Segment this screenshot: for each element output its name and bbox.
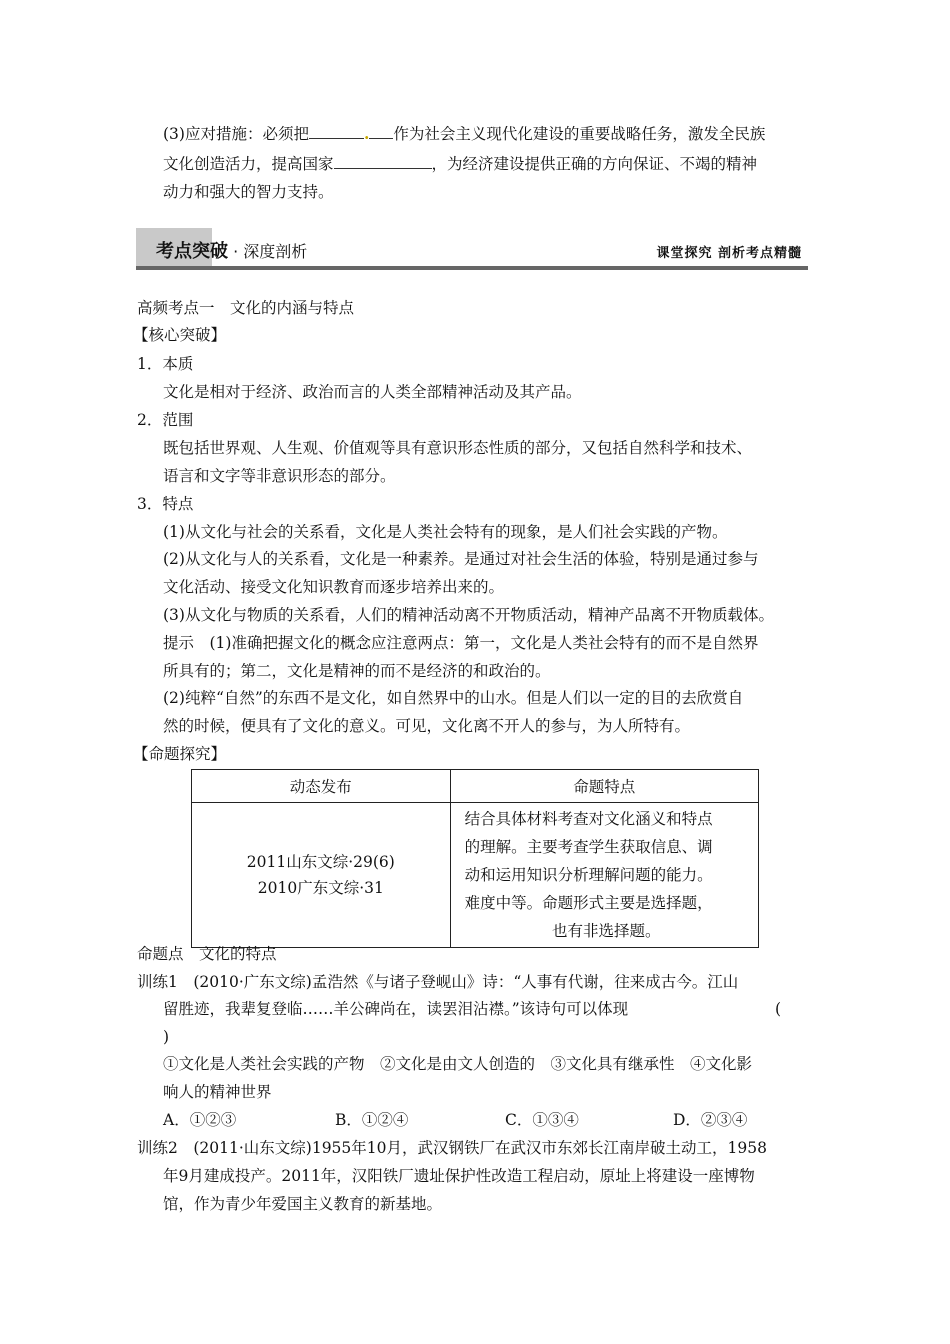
feature-line: 的理解。主要考查学生获取信息、调 [464,838,713,856]
fill-blank [369,122,393,139]
item-3-point-2a: (2)从文化与人的关系看，文化是一种素养。是通过对社会生活的体验，特别是通过参与 [163,550,759,568]
options-line-a: ①文化是人类社会实践的产物 ②文化是由文人创造的 ③文化具有继承性 ④文化影 [163,1055,753,1073]
item-2-text-2: 语言和文字等非意识形态的部分。 [163,467,396,485]
intro-text: ，为经济建设提供正确的方向保证、不竭的精神 [431,155,758,173]
item-3-point-1: (1)从文化与社会的关系看，文化是人类社会特有的现象，是人们社会实践的产物。 [163,523,728,541]
choice-d: D．②③④ [673,1111,748,1129]
table-header-1: 动态发布 [192,770,451,803]
tip-2a: (2)纯粹“自然”的东西不是文化，如自然界中的山水。但是人们以一定的目的去欣赏自 [163,689,744,707]
training-1-line-a: 训练1 (2010·广东文综)孟浩然《与诸子登岘山》诗：“人事有代谢，往来成古今。江山 [137,973,739,991]
section-banner [136,228,808,272]
choice-a: A．①②③ [163,1111,237,1129]
banner-separator: · [228,242,244,261]
item-1-text: 文化是相对于经济、政治而言的人类全部精神活动及其产品。 [163,383,582,401]
intro-line-1 [163,122,765,145]
fill-blank [309,122,364,139]
answer-paren-close: ) [163,1028,170,1046]
fill-blank [334,152,432,169]
item-1-title: 1．本质 [137,355,194,373]
intro-text: 文化创造活力，提高国家 [163,155,334,173]
banner-title-main: 考点突破 [156,241,228,262]
source-line: 2010广东文综·31 [257,879,384,897]
feature-line: 结合具体材料考查对文化涵义和特点 [464,810,713,828]
item-2-text-1: 既包括世界观、人生观、价值观等具有意识形态性质的部分，又包括自然科学和技术、 [163,439,753,457]
training-2-line-c: 馆，作为青少年爱国主义教育的新基地。 [163,1195,443,1213]
item-2-title: 2．范围 [137,411,194,429]
banner-rule [136,266,808,270]
intro-text: (3)应对措施：必须把 [163,125,309,143]
banner-right-text: 课堂探究 剖析考点精髓 [656,246,802,261]
tip-2b: 然的时候，便具有了文化的意义。可见，文化离不开人的参与，为人所特有。 [163,717,691,735]
choice-c: C．①③④ [505,1111,579,1129]
options-line-b: 响人的精神世界 [163,1083,272,1101]
section-heading: 高频考点一 文化的内涵与特点 [137,299,355,317]
proposition-point: 命题点 文化的特点 [137,945,277,963]
item-3-point-2b: 文化活动、接受文化知识教育而逐步培养出来的。 [163,578,505,596]
table-header-2: 命题特点 [450,770,758,803]
intro-line-3: 动力和强大的智力支持。 [163,183,334,201]
training-2-line-b: 年9月建成投产。2011年，汉阳铁厂遗址保护性改造工程启动，原址上将建设一座博物 [163,1167,755,1185]
training-2-line-a: 训练2 (2011·山东文综)1955年10月，武汉钢铁厂在武汉市东郊长江南岸破土动工，1958 [137,1139,767,1157]
item-3-point-3: (3)从文化与物质的关系看，人们的精神活动离不开物质活动，精神产品离不开物质载体。 [163,606,774,624]
marker-dot: . [363,124,370,143]
table-cell-features [450,803,758,948]
feature-line: 难度中等。命题形式主要是选择题， [464,894,713,912]
table-cell-sources [192,803,451,948]
intro-line-2 [163,152,757,175]
banner-subtitle: 深度剖析 [243,242,308,261]
intro-text: 作为社会主义现代化建设的重要战略任务，激发全民族 [393,125,766,143]
source-line: 2011山东文综·29(6) [246,853,395,871]
feature-line: 也有非选择题。 [552,922,661,940]
choice-b: B．①②④ [335,1111,409,1129]
explore-label: 【命题探究】 [133,745,227,763]
banner-title [156,237,307,263]
answer-paren-open: ( [775,1000,782,1018]
exam-table [191,769,759,948]
core-label: 【核心突破】 [133,326,227,344]
tip-1a: 提示 (1)准确把握文化的概念应注意两点：第一，文化是人类社会特有的而不是自然界 [163,634,759,652]
feature-line: 动和运用知识分析理解问题的能力。 [464,866,713,884]
item-3-title: 3．特点 [137,495,194,513]
tip-1b: 所具有的；第二，文化是精神的而不是经济的和政治的。 [163,662,551,680]
training-1-line-b: 留胜迹，我辈复登临……羊公碑尚在，读罢泪沾襟。”该诗句可以体现 [163,1000,629,1018]
